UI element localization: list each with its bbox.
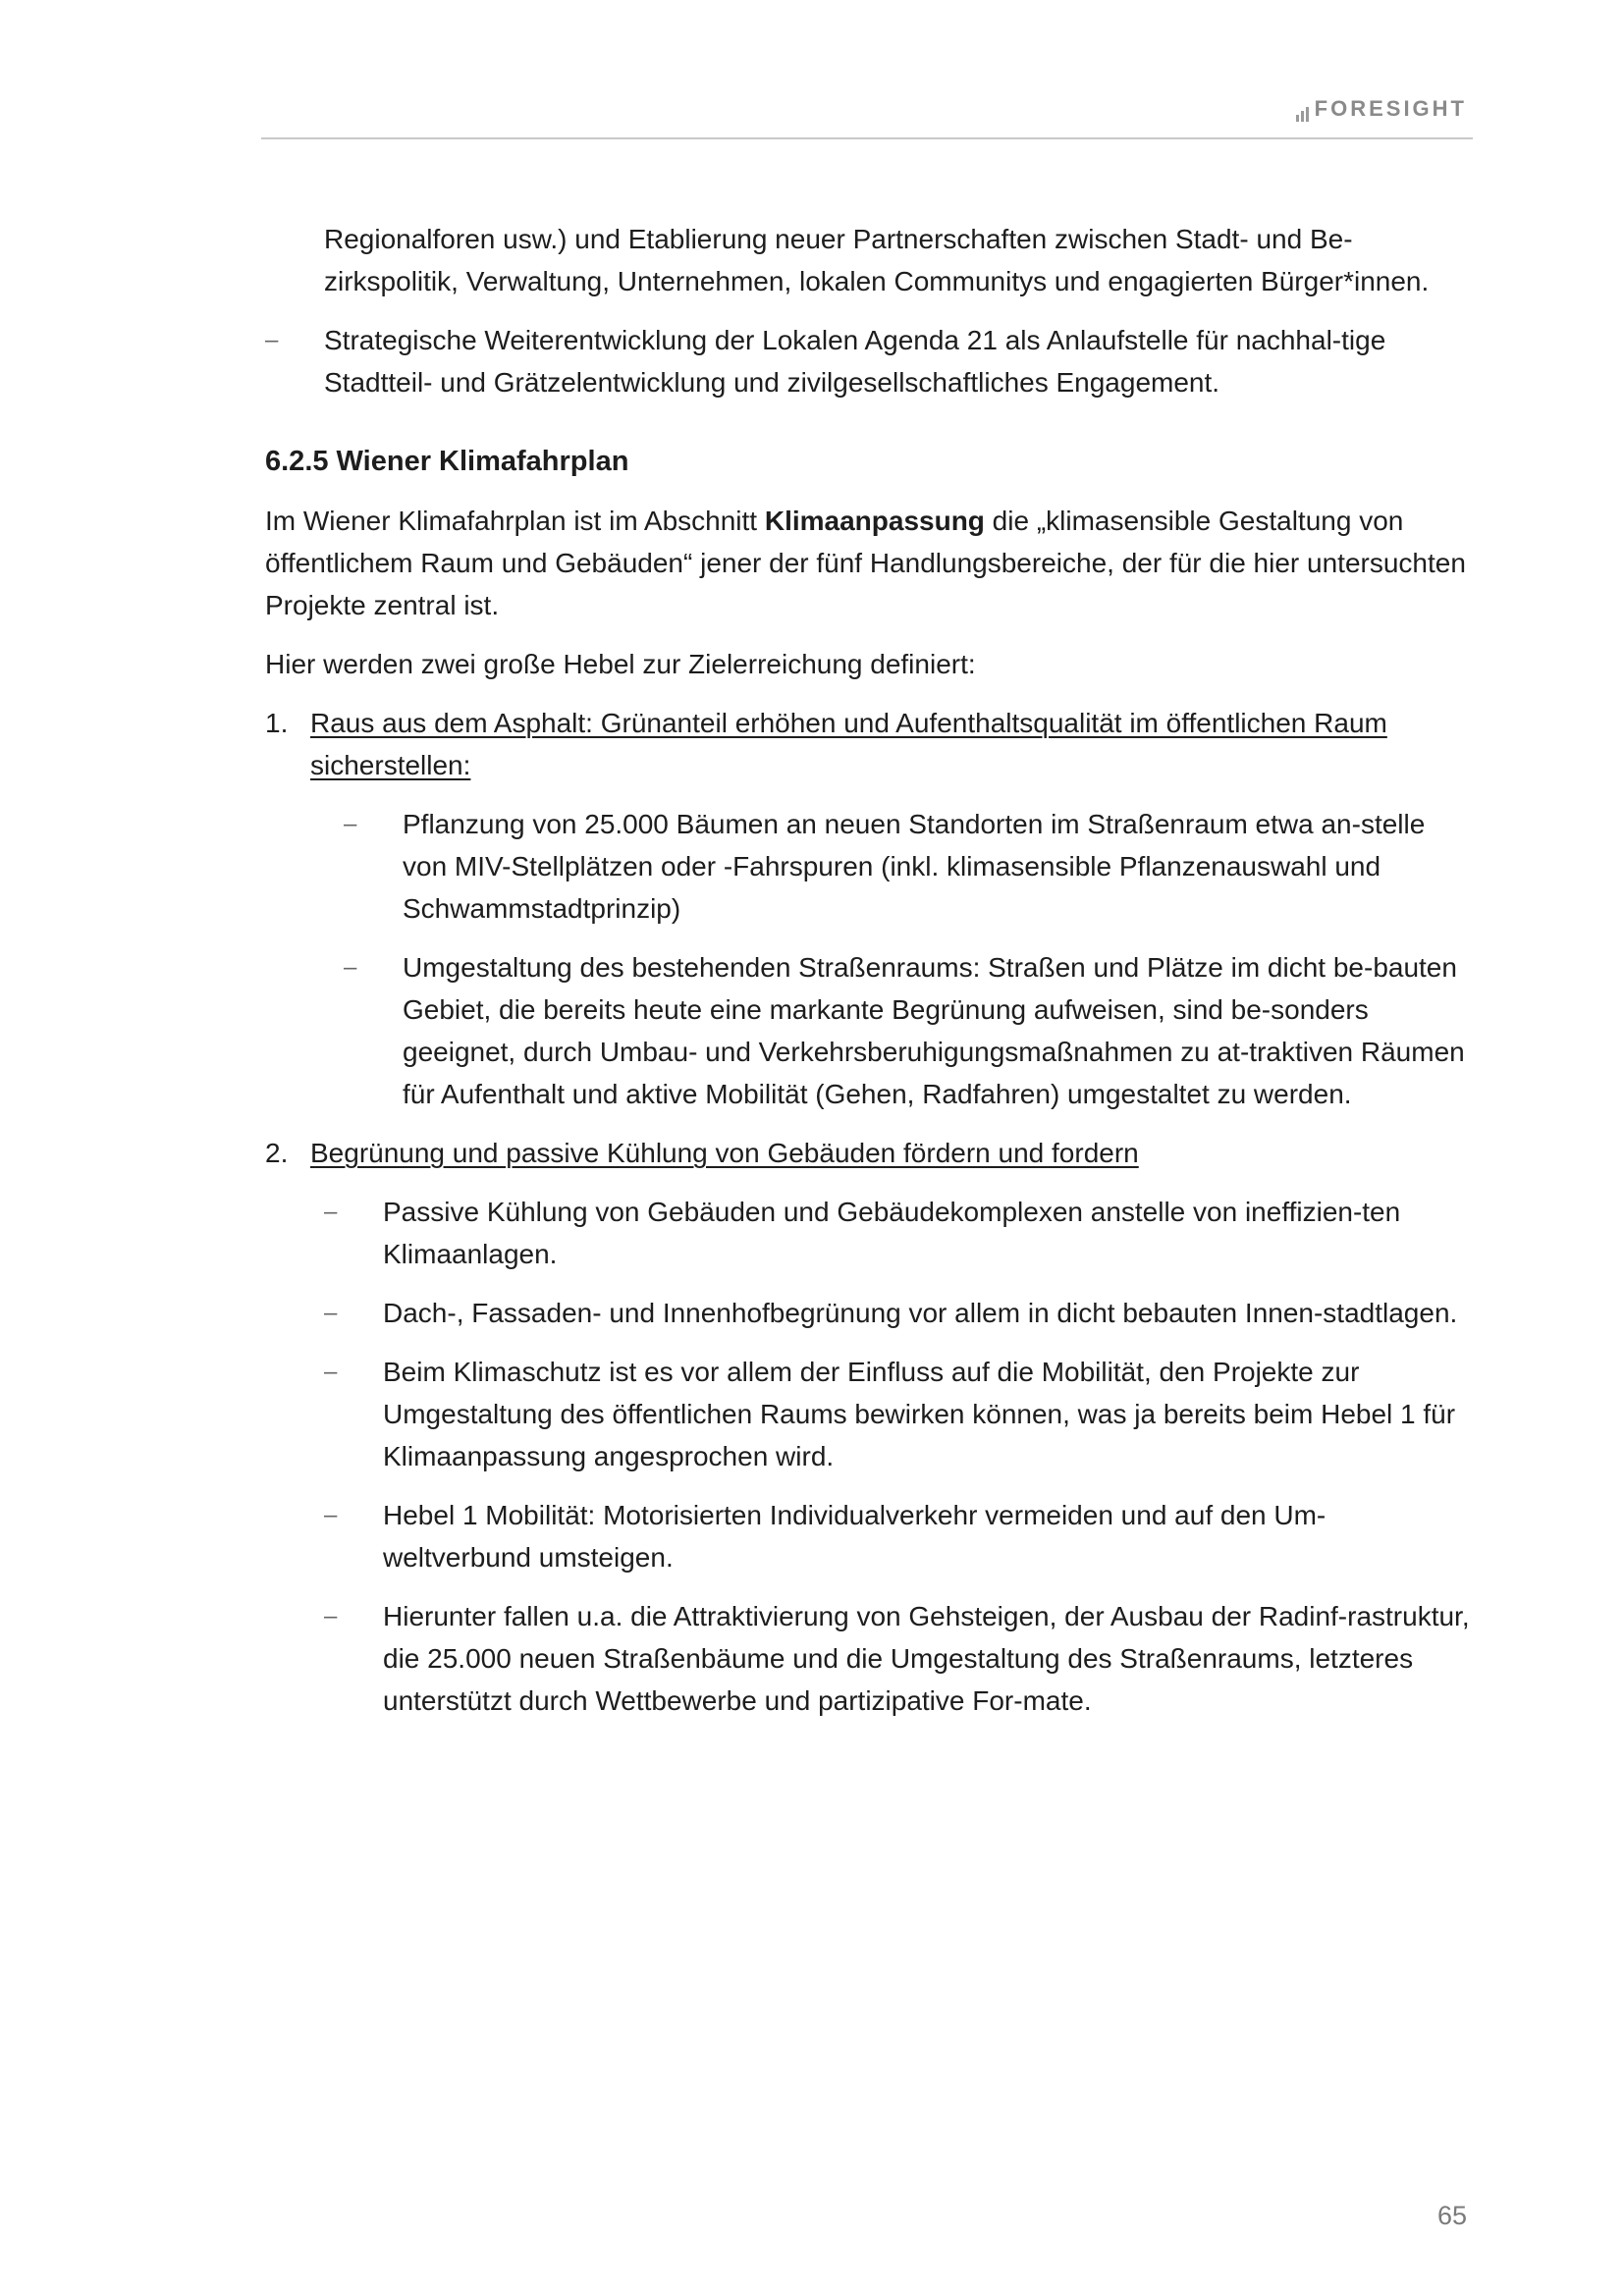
section-heading: 6.2.5 Wiener Klimafahrplan [265,446,629,477]
numbered-item-title: Begrünung und passive Kühlung von Gebäuden fördern und fordern [310,1138,1139,1168]
list-item-text: Hebel 1 Mobilität: Motorisierten Individualverkehr vermeiden und auf den Um-weltverbund umsteigen. [383,1500,1326,1573]
dash-marker: – [324,1199,338,1225]
list-item-text: Dach-, Fassaden- und Innenhofbegrünung vor allem in dicht bebauten Innen-stadtlagen. [383,1298,1458,1328]
list-item-text: Strategische Weiterentwicklung der Lokalen Agenda 21 als Anlaufstelle für nachhal-tige Stadtteil- und Grätzelentwicklung und zivilgesellschaftliches Engagement. [324,325,1386,398]
dash-marker: – [324,1300,338,1326]
list-item [344,803,1473,930]
paragraph-1-bold: Klimaanpassung [764,506,985,536]
paragraph-2: Hier werden zwei große Hebel zur Zielerreichung definiert: [265,649,976,679]
list-item-text: Hierunter fallen u.a. die Attraktivierung von Gehsteigen, der Ausbau der Radinf-rastruktur, die 25.000 neuen Straßenbäume und die Umgestaltung des Straßenraums, letzteres unterstützt durch Wettbewerbe und partizipative For-mate. [383,1601,1470,1716]
paragraph-1-text-b: die „klimasensible Gestaltung von öffentlichem Raum und Gebäuden“ jener der fünf Handlungsbereiche, der für die hier untersuchten Projekte zentral ist. [265,506,1466,620]
list-item-text: Pflanzung von 25.000 Bäumen an neuen Standorten im Straßenraum etwa an-stelle von MIV-Stellplätzen oder -Fahrspuren (inkl. klimasensible Pflanzenauswahl und Schwammstadtprinzip) [403,809,1426,924]
list-item [324,1292,1473,1334]
list-item [344,946,1473,1115]
number-marker: 1. [265,708,289,738]
logo-bars-icon [1296,106,1311,122]
numbered-item-1 [265,702,1473,786]
sub-list [265,803,1473,1115]
dash-marker: – [344,811,357,837]
paragraph-1 [265,500,1473,626]
list-item [265,319,1473,403]
logo-text: FORESIGHT [1314,96,1467,121]
document-body [265,218,1473,1738]
list-item-text: Umgestaltung des bestehenden Straßenraums: Straßen und Plätze im dicht be-bauten Gebiet, die bereits heute eine markante Begrünung aufweisen, sind be-sonders geeignet, durch Umbau- und Verkehrsberuhigungsmaßnahmen zu at-traktiven Räumen für Aufenthalt und aktive Mobilität (Gehen, Radfahren) umgestaltet zu werden. [403,952,1465,1109]
continuation-paragraph: Regionalforen usw.) und Etablierung neuer Partnerschaften zwischen Stadt- und Be-zirkspolitik, Verwaltung, Unternehmen, lokalen Communitys und engagierten Bürger*innen. [324,224,1430,296]
sub-list [265,1191,1473,1722]
page-header [261,94,1473,139]
dash-marker: – [324,1502,338,1528]
paragraph-1-text-a: Im Wiener Klimafahrplan ist im Abschnitt [265,506,765,536]
dash-marker: – [324,1603,338,1629]
dash-marker: – [324,1359,338,1385]
numbered-item-title: Raus aus dem Asphalt: Grünanteil erhöhen und Aufenthaltsqualität im öffentlichen Raum sicherstellen: [310,708,1387,780]
page-number: 65 [1436,2201,1467,2230]
list-item [324,1494,1473,1578]
numbered-item-2 [265,1132,1473,1174]
list-item [324,1351,1473,1477]
number-marker: 2. [265,1138,289,1168]
list-item [324,1595,1473,1722]
list-item-text: Beim Klimaschutz ist es vor allem der Einfluss auf die Mobilität, den Projekte zur Umgestaltung des öffentlichen Raums bewirken können, was ja bereits beim Hebel 1 für Klimaanpassung angesprochen wird. [383,1357,1456,1471]
list-item-text: Passive Kühlung von Gebäuden und Gebäudekomplexen anstelle von ineffizien-ten Klimaanlagen. [383,1197,1401,1269]
foresight-logo [1296,96,1467,122]
dash-marker: – [265,327,279,353]
dash-marker: – [344,954,357,981]
list-item [324,1191,1473,1275]
